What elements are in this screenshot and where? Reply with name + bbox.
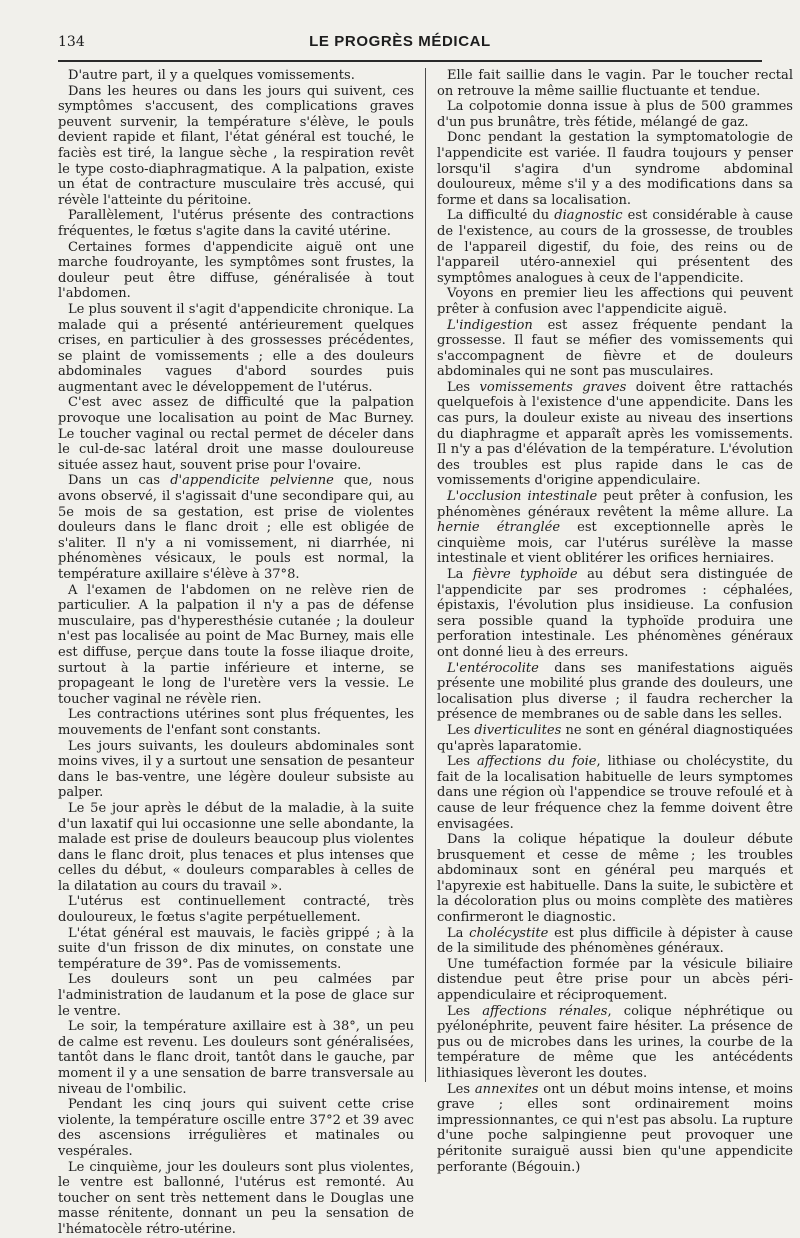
text-run: est exceptionnelle après le cinquième mois, car l'utérus surélève la masse intestinale et vient oblitérer les orifices herniaires. xyxy=(437,520,794,567)
text-run: au début sera distinguée de l'appendicite par ses prodromes : céphalées, épistaxis, l'évolution plus insidieuse. La confusion sera possible quand la typhoïde produira une perforation intestinale. Les phénomènes généraux ont donné lieu à des erreurs. xyxy=(437,567,793,660)
text-run: La colpotomie donna issue à plus de 500 grammes d'un pus brunâtre, très fétide, mélangé de gaz. xyxy=(437,99,793,130)
paragraph xyxy=(58,972,414,1019)
paragraph xyxy=(437,380,793,489)
page-number: 134 xyxy=(58,34,85,50)
italic-term: affections rénales xyxy=(482,1003,608,1019)
text-run: est considérable à cause de l'existence, au cours de la grossesse, de troubles de l'appareil digestif, du foie, des reins ou de l'appareil utéro-annexiel qui présentent des symptômes analogues à ceux de l'appendicite. xyxy=(437,208,794,286)
text-run: Dans les heures ou dans les jours qui suivent, ces symptômes s'accusent, des complications graves peuvent survenir, la température s'élève, le pouls devient rapide et filant, l'état général est touché, le faciès est tiré, la langue sèche , la respiration revêt le type costo-diaphragmatique. A la palpation, existe un état de contracture musculaire très accusé, qui révèle l'atteinte du péritoine. xyxy=(58,83,414,208)
text-run: Elle fait saillie dans le vagin. Par le toucher rectal on retrouve la même saillie fluctuante et tendue. xyxy=(437,68,793,99)
text-run: La xyxy=(447,925,470,941)
paragraph xyxy=(437,832,793,926)
paragraph xyxy=(58,583,414,708)
paragraph xyxy=(58,1160,414,1238)
text-run: Le cinquième, jour les douleurs sont plus violentes, le ventre est ballonné, l'utérus est remonté. Au toucher on sent très nettement dans le Douglas une masse rénitente, donnant un peu la sensation de l'hématocèle rétro-utérine. xyxy=(58,1159,414,1237)
text-run: D'autre part, il y a quelques vomissements. xyxy=(68,68,355,83)
italic-term: cholécystite xyxy=(469,925,549,941)
paragraph xyxy=(58,208,414,239)
text-run: Certaines formes d'appendicite aiguë ont une marche foudroyante, les symptômes sont frustes, la douleur peut être diffuse, généralisée à tout l'abdomen. xyxy=(58,239,414,302)
paragraph xyxy=(437,567,793,661)
text-run: Voyons en premier lieu les affections qui peuvent prêter à confusion avec l'appendicite aiguë. xyxy=(437,286,793,317)
paragraph xyxy=(437,957,793,1004)
paragraph xyxy=(58,707,414,738)
text-run: La difficulté du xyxy=(447,208,555,224)
text-run: L'état général est mauvais, le faciès grippé ; à la suite d'un frisson de dix minutes, on constate une température de 39°. Pas de vomissements. xyxy=(58,925,414,972)
paragraph xyxy=(437,318,793,380)
text-run: Une tuméfaction formée par la vésicule biliaire distendue peut être prise pour un abcès péri-appendiculaire et réciproquement. xyxy=(437,956,793,1004)
paragraph xyxy=(437,99,793,130)
text-run: C'est avec assez de difficulté que la palpation provoque une localisation au point de Mac Burney. Le toucher vaginal ou rectal permet de déceler dans le cul-de-sac latéral droit une masse douloureuse située assez haut, souvent prise pour l'ovaire. xyxy=(58,395,414,473)
paragraph xyxy=(437,1004,793,1082)
text-run: Dans la colique hépatique la douleur débute brusquement et cesse de même ; les troubles abdominaux sont en général peu marqués et l'apyrexie est habituelle. Dans la suite, le subictère et la décoloration plus ou moins complète des matières confirmeront le diagnostic. xyxy=(437,832,793,926)
text-run: est plus difficile à dépister à cause de la similitude des phénomènes généraux. xyxy=(437,925,794,957)
text-run: Les xyxy=(447,379,480,395)
italic-term: fièvre typhoïde xyxy=(472,567,578,582)
text-run: est assez fréquente pendant la grossesse. Il faut se méfier des vomissements qui s'accompagnent de fièvre et de douleurs abdominales qui ne sont pas musculaires. xyxy=(437,317,793,380)
header-rule xyxy=(58,60,762,62)
paragraph xyxy=(58,739,414,801)
column-divider xyxy=(425,68,426,1082)
paragraph xyxy=(437,926,793,957)
italic-term: L'indigestion xyxy=(447,317,533,333)
paragraph xyxy=(437,754,793,832)
paragraph xyxy=(58,395,414,473)
italic-term: diagnostic xyxy=(554,208,623,224)
paragraph xyxy=(58,84,414,209)
italic-term: diverticulites xyxy=(474,722,562,738)
italic-term: d'appendicite pelvienne xyxy=(170,473,334,489)
paragraph xyxy=(437,130,793,208)
paragraph xyxy=(437,286,793,317)
running-header xyxy=(58,30,742,54)
italic-term: hernie étranglée xyxy=(437,520,561,536)
text-run: Parallèlement, l'utérus présente des contractions fréquentes, le fœtus s'agite dans la cavité utérine. xyxy=(58,208,414,239)
text-run: Le soir, la température axillaire est à 38°, un peu de calme est revenu. Les douleurs sont généralisées, tantôt dans le flanc droit, tantôt dans le gauche, par moment il y a une sensation de barre transversale au niveau de l'ombilic. xyxy=(58,1019,414,1097)
text-run: Le plus souvent il s'agit d'appendicite chronique. La malade qui a présenté antérieurement quelques crises, en particulier à des grossesses précédentes, se plaint de vomissements ; elle a des douleurs abdominales vagues d'abord sourdes puis augmentant avec le développement de l'utérus. xyxy=(58,301,414,395)
text-run: Le 5e jour après le début de la maladie, à la suite d'un laxatif qui lui occasionne une selle abondante, la malade est prise de douleurs beaucoup plus violentes dans le flanc droit, plus tenaces et plus intenses que celles du début, « douleurs comparables à celles de la dilatation au cours du travail ». xyxy=(58,800,414,894)
italic-term: L'entérocolite xyxy=(447,660,539,676)
text-run: doivent être rattachés quelquefois à l'existence d'une appendicite. Dans les cas purs, la douleur existe au niveau des insertions du diaphragme et apparaît après les vomissements. Il n'y a pas d'élévation de la température. L'évolution des troubles est plus rapide dans le cas de vomissements d'origine appendiculaire. xyxy=(437,379,793,489)
text-run: Pendant les cinq jours qui suivent cette crise violente, la température oscille entre 37°2 et 39 avec des ascensions irrégulières et matinales ou vespérales. xyxy=(58,1097,414,1159)
text-run: Dans un cas xyxy=(68,473,171,489)
italic-term: L'occlusion intestinale xyxy=(447,489,598,505)
left-column xyxy=(58,68,414,1238)
paragraph xyxy=(58,1019,414,1097)
text-run: L'utérus est continuellement contracté, très douloureux, le fœtus s'agite perpétuellement. xyxy=(58,894,414,926)
italic-term: annexites xyxy=(474,1081,539,1097)
text-run: La xyxy=(447,567,473,582)
text-run: que, nous avons observé, il s'agissait d'une secondipare qui, au 5e mois de sa gestation, est prise de violentes douleurs dans le flanc droit ; elle est obligée de s'aliter. Il n'y a ni vomissement, ni diarrhée, ni phénomènes vésicaux, le pouls est normal, la température axillaire s'élève à 37°8. xyxy=(58,473,414,582)
paragraph xyxy=(58,926,414,973)
right-column xyxy=(437,68,793,1175)
paragraph xyxy=(58,894,414,925)
paragraph xyxy=(437,723,793,754)
paragraph xyxy=(437,68,793,99)
paragraph xyxy=(437,208,793,286)
paragraph xyxy=(437,1082,793,1176)
text-run: Les xyxy=(447,1081,475,1097)
text-run: ont un début moins intense, et moins grave ; elles sont ordinairement moins impressionnantes, ce qui n'est pas absolu. La rupture d'une poche salpingienne peut provoquer une péritonite suraiguë aussi bien qu'une appendicite perforante (Bégouin.) xyxy=(437,1081,793,1175)
text-run: Les jours suivants, les douleurs abdominales sont moins vives, il y a surtout une sensation de pesanteur dans le bas-ventre, une légère douleur subsiste au palper. xyxy=(58,738,414,801)
text-run: Les douleurs sont un peu calmées par l'administration de laudanum et la pose de glace sur le ventre. xyxy=(58,972,414,1019)
text-run: dans ses manifestations aiguës présente une mobilité plus grande des douleurs, une localisation plus diverse ; il faudra rechercher la présence de membranes ou de sable dans les selles. xyxy=(437,660,793,723)
italic-term: vomissements graves xyxy=(479,379,627,395)
paragraph xyxy=(437,661,793,723)
paragraph xyxy=(58,68,414,84)
text-run: peut prêter à confusion, les phénomènes généraux revêtent la même allure. La xyxy=(437,489,794,520)
italic-term: affections du foie xyxy=(476,754,597,770)
paragraph xyxy=(58,1097,414,1159)
text-run: Les xyxy=(447,722,475,738)
text-run: Les contractions utérines sont plus fréquentes, les mouvements de l'enfant sont constants. xyxy=(58,707,414,738)
text-run: A l'examen de l'abdomen on ne relève rien de particulier. A la palpation il n'y a pas de défense musculaire, pas d'hyperesthésie cutanée ; la douleur n'est pas localisée au point de Mac Burney, mais elle est diffuse, perçue dans toute la fosse iliaque droite, surtout à la partie inférieure et interne, se propageant le long de l'uretère vers la vessie. Le toucher vaginal ne révèle rien. xyxy=(58,582,414,707)
paragraph xyxy=(58,240,414,302)
paragraph xyxy=(58,801,414,895)
paragraph xyxy=(58,473,414,582)
paragraph xyxy=(437,489,793,567)
text-run: Les xyxy=(447,1003,483,1019)
running-title: LE PROGRÈS MÉDICAL xyxy=(309,33,491,50)
text-run: , colique néphrétique ou pyélonéphrite, peuvent faire hésiter. La présence de pus ou de microbes dans les urines, la courbe de la température de même que les antécédents lithiasiques lèveront les doutes. xyxy=(437,1003,794,1081)
text-run: , lithiase ou cholécystite, du fait de la localisation habituelle de leurs symptomes dans une région où l'appendice se trouve refoulé et à cause de leur fréquence chez la femme doivent être envisagées. xyxy=(437,754,793,832)
text-run: Donc pendant la gestation la symptomatologie de l'appendicite est variée. Il faudra toujours y penser lorsqu'il s'agira d'un syndrome abdominal douloureux, même s'il y a des modifications dans sa forme et dans sa localisation. xyxy=(437,130,793,208)
text-run: Les xyxy=(447,754,477,770)
text-run: ne sont en général diagnostiquées qu'après laparatomie. xyxy=(437,722,793,754)
paragraph xyxy=(58,302,414,396)
